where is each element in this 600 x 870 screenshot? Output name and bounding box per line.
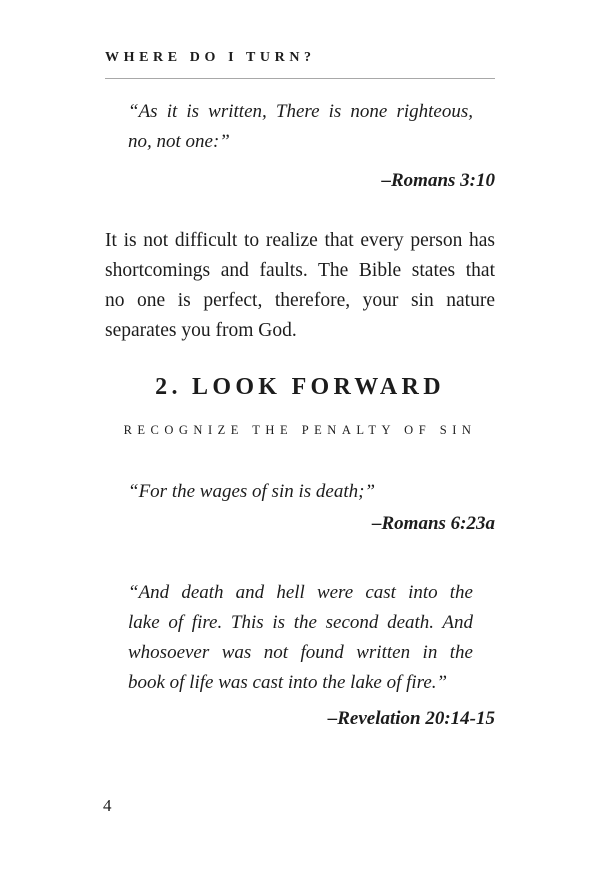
section-subtitle: RECOGNIZE THE PENALTY OF SIN	[123, 423, 477, 437]
paragraph-line: separates you from God.	[105, 320, 297, 341]
paragraph-line: shortcomings and faults. The Bible states that	[105, 260, 495, 281]
section-title: 2. LOOK FORWARD	[155, 374, 445, 400]
quote-citation: –Romans 6:23a	[372, 513, 495, 534]
page-number: 4	[103, 796, 112, 815]
paragraph-line: It is not difficult to realize that every person has	[105, 230, 495, 251]
quote-line: lake of fire. This is the second death. And	[128, 612, 473, 633]
quote-line: “And death and hell were cast into the	[128, 582, 473, 603]
quote-line: “As it is written, There is none righteous,	[128, 101, 473, 122]
quote-citation: –Revelation 20:14-15	[327, 708, 495, 729]
paragraph-line: no one is perfect, therefore, your sin nature	[105, 290, 495, 311]
scripture-quote-romans-6-23a	[128, 477, 473, 507]
quote-line: book of life was cast into the lake of fire.”	[128, 672, 448, 693]
quote-line: “For the wages of sin is death;”	[128, 481, 376, 502]
quote-line: no, not one:”	[128, 131, 230, 152]
body-paragraph	[105, 226, 495, 346]
header-rule	[105, 78, 495, 79]
running-head: WHERE DO I TURN?	[105, 50, 316, 65]
scripture-quote-romans-3-10	[128, 97, 473, 157]
scripture-quote-revelation-20-14-15	[128, 578, 473, 698]
quote-line: whosoever was not found written in the	[128, 642, 473, 663]
quote-citation: –Romans 3:10	[381, 170, 495, 191]
